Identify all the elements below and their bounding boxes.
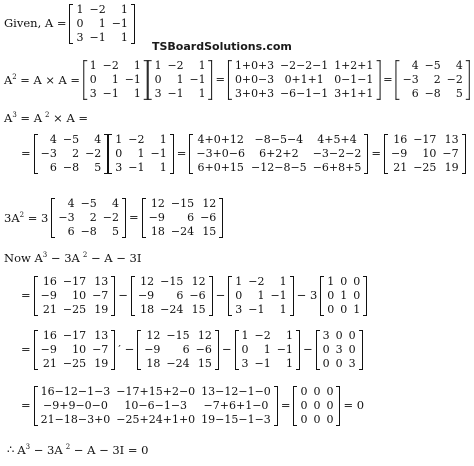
matrix-cell: 3	[335, 343, 343, 356]
matrix-cell: 1	[198, 86, 206, 100]
matrix-cell: −9	[40, 343, 57, 356]
matrix-cell: 10	[72, 343, 87, 356]
three-a-squared-line	[4, 198, 470, 238]
exponent: 2	[82, 251, 88, 259]
matrix-cell: −25+24+1+0	[116, 413, 196, 426]
matrix-cell: −24	[170, 225, 195, 238]
expression-label	[17, 444, 62, 456]
matrix-cell: 5	[94, 161, 102, 174]
matrix-cell: −2−2−1	[280, 59, 329, 73]
matrix-cell: 16−12−1−3	[40, 385, 111, 398]
matrix-cell: 1	[241, 329, 249, 342]
matrix-cell: 4	[94, 133, 102, 146]
matrix-cell: 1+2+1	[334, 59, 374, 73]
matrix-cell: 13	[444, 133, 459, 146]
matrix-cell: 12	[202, 197, 217, 210]
matrix-cell: −2	[167, 59, 184, 73]
label-text: 3A	[4, 210, 20, 225]
exponent: 2	[65, 443, 71, 451]
matrix-cell: 15	[202, 225, 217, 238]
site-watermark: TSBoardSolutions.com	[152, 40, 292, 53]
matrix-cell: 16	[393, 133, 408, 146]
matrix-cell: 15	[197, 357, 212, 370]
matrix-cell: 0	[340, 275, 348, 288]
matrix	[34, 330, 116, 370]
matrix-cell: 4	[49, 133, 57, 146]
matrix-cell: −25	[62, 357, 87, 370]
matrix-cell: −1	[248, 303, 265, 316]
matrix-cell: 1	[115, 133, 123, 146]
label-suffix: − A − 3I	[87, 250, 142, 265]
matrix-cell: −7	[92, 343, 109, 356]
matrix-cell: −3	[402, 73, 419, 86]
matrix-cell: 1	[279, 275, 287, 288]
matrix-cell: −1	[89, 31, 106, 44]
matrix-cell: 10	[72, 289, 87, 302]
matrix-cell: 0	[241, 343, 249, 356]
matrix-cell: 1	[235, 275, 243, 288]
matrix-cell: 18	[146, 357, 161, 370]
matrix-cell: 4+0+12	[197, 133, 244, 146]
matrix	[108, 134, 173, 174]
expression-label	[4, 212, 48, 224]
matrix-cell: −24	[160, 303, 184, 316]
expression-label	[4, 18, 66, 30]
matrix-cell: 1	[263, 343, 271, 356]
matrix-cell: −9	[148, 211, 165, 224]
now-line	[4, 252, 470, 264]
matrix-cell: 0	[322, 357, 330, 370]
matrix-cell: 13	[94, 329, 109, 342]
label-suffix: = 3	[24, 210, 49, 225]
matrix-cell: −1	[111, 17, 128, 30]
matrix-cell: 18	[140, 303, 155, 316]
matrix-cell: 3	[322, 329, 330, 342]
exponent: 2	[19, 210, 25, 219]
matrix-cell: 1	[327, 275, 335, 288]
matrix-cell: −7+6+1−0	[203, 399, 269, 412]
matrix-cell: 2	[89, 211, 97, 224]
matrix-cell: 6	[49, 161, 57, 174]
matrix-cell: −2	[248, 275, 265, 288]
matrix-cell: 19−15−1−3	[201, 413, 271, 426]
label-text: Now A	[4, 250, 43, 265]
matrix-cell: 12	[191, 275, 206, 288]
matrix-cell: 3	[235, 303, 243, 316]
matrix-cell: 3	[241, 357, 249, 370]
matrix-cell: 0	[300, 385, 308, 398]
matrix-cell: −24	[166, 357, 190, 370]
matrix	[396, 60, 470, 100]
matrix-cell: 1	[159, 133, 167, 146]
matrix-cell: 13−12−1−0	[201, 385, 271, 398]
matrix-cell: −17	[62, 275, 87, 288]
matrix-cell: −9	[137, 289, 155, 302]
matrix-cell: 0	[313, 399, 321, 412]
matrix-cell: 1	[133, 86, 141, 100]
matrix-cell: 1	[257, 289, 265, 302]
matrix-cell: 4+5+4	[317, 133, 357, 146]
matrix-cell: −5	[80, 197, 97, 210]
matrix-cell: 19	[94, 357, 109, 370]
matrix-cell: 0	[115, 147, 123, 160]
matrix-cell: 0	[313, 413, 321, 426]
matrix-cell: 6	[67, 225, 75, 238]
matrix-cell: 0	[348, 329, 356, 342]
matrix-cell: 1	[279, 303, 287, 316]
given-line	[4, 4, 470, 44]
matrix	[131, 276, 213, 316]
matrix-cell: 3+0+3	[234, 86, 275, 100]
operator: =	[21, 342, 31, 357]
matrix-cell: 0	[313, 385, 321, 398]
matrix-cell: 19	[444, 161, 459, 174]
matrix-cell: −15	[160, 275, 184, 288]
matrix-cell: 5	[112, 225, 120, 238]
matrix	[235, 330, 300, 370]
matrix	[69, 4, 134, 44]
matrix-cell: 6	[187, 211, 195, 224]
matrix-cell: 6+2+2	[259, 147, 299, 160]
matrix-cell: −1	[254, 357, 271, 370]
matrix-cell: −25	[62, 303, 87, 316]
operator: −	[221, 342, 232, 357]
exponent: 2	[12, 72, 17, 81]
matrix	[34, 276, 116, 316]
matrix-cell: 15	[191, 303, 206, 316]
matrix-cell: 6+0+15	[197, 161, 244, 174]
matrix	[316, 330, 363, 370]
matrix-cell: −15	[170, 197, 195, 210]
expression-label	[4, 112, 42, 124]
matrix-cell: −8	[80, 225, 97, 238]
matrix-cell: 12	[146, 329, 161, 342]
label-suffix: − 3A	[30, 442, 63, 457]
expression-label	[4, 252, 80, 264]
label-suffix: = A	[16, 110, 43, 125]
matrix-cell: −5	[62, 133, 80, 146]
matrix-cell: 0	[300, 399, 308, 412]
matrix-cell: 0	[326, 413, 334, 426]
expression-label	[45, 112, 88, 124]
operator: =	[129, 210, 139, 225]
matrix-cell: −9	[40, 289, 57, 302]
expression-label	[4, 74, 80, 86]
matrix-cell: 1	[111, 73, 119, 86]
matrix-cell: −1	[102, 86, 119, 100]
matrix-cell: 1	[285, 329, 293, 342]
matrix-cell: 19	[94, 303, 109, 316]
matrix-cell: −1	[150, 147, 167, 160]
matrix	[142, 198, 224, 238]
a-cubed-line	[18, 134, 470, 174]
matrix-cell: 0+0−3	[234, 73, 275, 86]
matrix-cell: −2	[446, 73, 463, 86]
matrix	[384, 134, 466, 174]
matrix-cell: −6	[189, 289, 206, 302]
operator: −	[302, 342, 313, 357]
matrix-cell: 1	[285, 357, 293, 370]
matrix-cell: −7	[442, 147, 459, 160]
matrix	[228, 60, 380, 100]
matrix-cell: −1	[189, 73, 206, 86]
expr-line-3	[18, 386, 470, 426]
matrix-cell: 3	[348, 357, 356, 370]
matrix-cell: 21	[42, 303, 57, 316]
matrix-cell: −1	[167, 86, 184, 100]
label-text: A	[17, 442, 26, 457]
matrix-cell: 16	[42, 275, 57, 288]
matrix-cell: −6	[200, 211, 217, 224]
matrix-cell: 0	[154, 73, 162, 86]
matrix-cell: 1	[137, 147, 145, 160]
matrix-cell: −7	[92, 289, 109, 302]
matrix-cell: −15	[166, 329, 190, 342]
label-suffix: × A =	[49, 110, 89, 125]
matrix-cell: 0+1+1	[284, 73, 324, 86]
expression-label	[83, 252, 142, 264]
a-squared-line	[4, 60, 466, 100]
matrix-cell: 12	[197, 329, 212, 342]
matrix-cell: 6	[411, 86, 419, 100]
matrix	[51, 198, 126, 238]
matrix-cell: 0	[300, 413, 308, 426]
matrix-cell: −6+8+5	[312, 161, 362, 174]
matrix-cell: 12	[150, 197, 165, 210]
matrix-cell: 0	[322, 343, 330, 356]
operator: ′ −	[118, 342, 135, 357]
matrix-cell: 3	[76, 31, 84, 44]
matrix-cell: 1	[154, 59, 162, 73]
operator: =	[383, 72, 393, 87]
matrix-cell: 3	[115, 161, 123, 174]
matrix-cell: −1	[128, 161, 145, 174]
matrix	[137, 330, 219, 370]
label-suffix: = A × A =	[16, 72, 80, 87]
matrix-cell: 1	[133, 59, 141, 73]
matrix-cell: 2	[72, 147, 80, 160]
label-suffix: − 3A	[47, 250, 80, 265]
conclusion-line	[4, 444, 470, 456]
matrix-cell: 1	[120, 31, 128, 44]
matrix-cell: 4	[455, 59, 463, 73]
label-text: A	[4, 72, 13, 87]
matrix-cell: −8	[424, 86, 441, 100]
matrix-cell: −12−8−5	[251, 161, 307, 174]
matrix-cell: 21−18−3+0	[40, 413, 111, 426]
matrix-cell: 0	[340, 303, 348, 316]
matrix-cell: −5	[424, 59, 441, 73]
matrix-cell: −3−2−2	[312, 147, 362, 160]
operator: =	[21, 398, 31, 413]
matrix-cell: 1+0+3	[234, 59, 275, 73]
matrix-cell: 0	[76, 17, 84, 30]
matrix-cell: −8	[62, 161, 80, 174]
matrix-cell: 0	[327, 289, 335, 302]
matrix-cell: 1	[89, 59, 97, 73]
matrix-cell: −2	[254, 329, 271, 342]
matrix-cell: −2	[102, 211, 120, 224]
matrix-cell: 1	[340, 289, 348, 302]
operator: =	[215, 72, 226, 87]
matrix-cell: 0	[353, 289, 361, 302]
matrix-cell: 3	[154, 86, 162, 100]
matrix-cell: 21	[42, 357, 57, 370]
matrix-cell: 10−6−1−3	[124, 399, 188, 412]
operator: =	[371, 146, 381, 161]
matrix-cell: 6	[176, 289, 184, 302]
matrix-cell: −3+0−6	[196, 147, 246, 160]
matrix-cell: −8−5−4	[254, 133, 304, 146]
matrix-cell: 0	[335, 357, 343, 370]
matrix-cell: 0	[348, 343, 356, 356]
matrix-cell: 1	[120, 3, 128, 16]
matrix-cell: 0	[327, 303, 335, 316]
matrix-cell: 2	[433, 73, 441, 86]
matrix	[293, 386, 340, 426]
matrix-cell: 1	[176, 73, 184, 86]
expression-label	[66, 444, 149, 456]
matrix-cell: 4	[411, 59, 419, 73]
matrix-cell: −9+9−0−0	[43, 399, 108, 412]
matrix-cell: 3+1+1	[334, 86, 374, 100]
matrix-cell: −2	[85, 147, 102, 160]
matrix-cell: 21	[393, 161, 408, 174]
exponent: 3	[42, 251, 48, 259]
matrix-cell: −17	[413, 133, 437, 146]
matrix-cell: 0	[89, 73, 97, 86]
a-cubed-header	[4, 112, 470, 124]
matrix	[189, 134, 368, 174]
matrix-cell: −25	[413, 161, 437, 174]
operator: −	[118, 288, 128, 303]
operator: =	[280, 398, 291, 413]
label-suffix: − A − 3I = 0	[70, 442, 149, 457]
matrix-cell: 1	[159, 161, 167, 174]
matrix-cell: −1	[270, 289, 287, 302]
operator: = 0	[343, 398, 365, 413]
matrix-cell: 0	[235, 289, 243, 302]
expr-line-2	[18, 330, 470, 370]
matrix-cell: 5	[455, 86, 463, 100]
matrix-cell: 6	[182, 343, 190, 356]
matrix-cell: 3	[89, 86, 97, 100]
matrix-cell: 1	[198, 59, 206, 73]
matrix	[320, 276, 367, 316]
matrix-cell: 0	[326, 399, 334, 412]
operator: =	[21, 288, 31, 303]
operator: −	[215, 288, 226, 303]
matrix-cell: −2	[128, 133, 145, 146]
matrix-cell: −1	[276, 343, 293, 356]
matrix-cell: −6−1−1	[280, 86, 329, 100]
operator: ∴	[7, 442, 15, 457]
expr-line-1	[18, 276, 470, 316]
matrix-cell: −2	[89, 3, 106, 16]
matrix	[34, 386, 278, 426]
matrix	[34, 134, 109, 174]
matrix-cell: −9	[144, 343, 161, 356]
matrix-cell: 0−1−1	[334, 73, 374, 86]
matrix	[148, 60, 213, 100]
exponent: 3	[25, 443, 31, 451]
matrix-cell: 10	[422, 147, 437, 160]
operator: − 3	[296, 288, 318, 303]
matrix-cell: 0	[326, 385, 334, 398]
matrix-cell: −2	[102, 59, 119, 73]
label-text: Given, A =	[4, 16, 67, 31]
matrix-cell: 1	[76, 3, 84, 16]
matrix-cell: 12	[140, 275, 155, 288]
matrix-cell: −17+15+2−0	[116, 385, 196, 398]
matrix-cell: −1	[124, 73, 141, 86]
matrix-cell: 18	[150, 225, 165, 238]
matrix-cell: 1	[353, 303, 361, 316]
exponent: 3	[12, 111, 17, 119]
matrix-cell: 16	[42, 329, 57, 342]
matrix	[228, 276, 293, 316]
matrix	[83, 60, 148, 100]
matrix-cell: 0	[335, 329, 343, 342]
matrix-cell: 4	[67, 197, 75, 210]
matrix-cell: 0	[353, 275, 361, 288]
matrix-cell: −3	[40, 147, 57, 160]
matrix-cell: −17	[62, 329, 87, 342]
matrix-cell: −6	[195, 343, 212, 356]
operator: =	[176, 146, 187, 161]
matrix-cell: 1	[98, 17, 106, 30]
matrix-cell: −3	[58, 211, 75, 224]
operator: =	[21, 146, 31, 161]
label-text: A	[4, 110, 13, 125]
matrix-cell: −9	[390, 147, 408, 160]
exponent: 2	[45, 111, 50, 119]
matrix-cell: 4	[112, 197, 120, 210]
matrix-cell: 13	[94, 275, 109, 288]
